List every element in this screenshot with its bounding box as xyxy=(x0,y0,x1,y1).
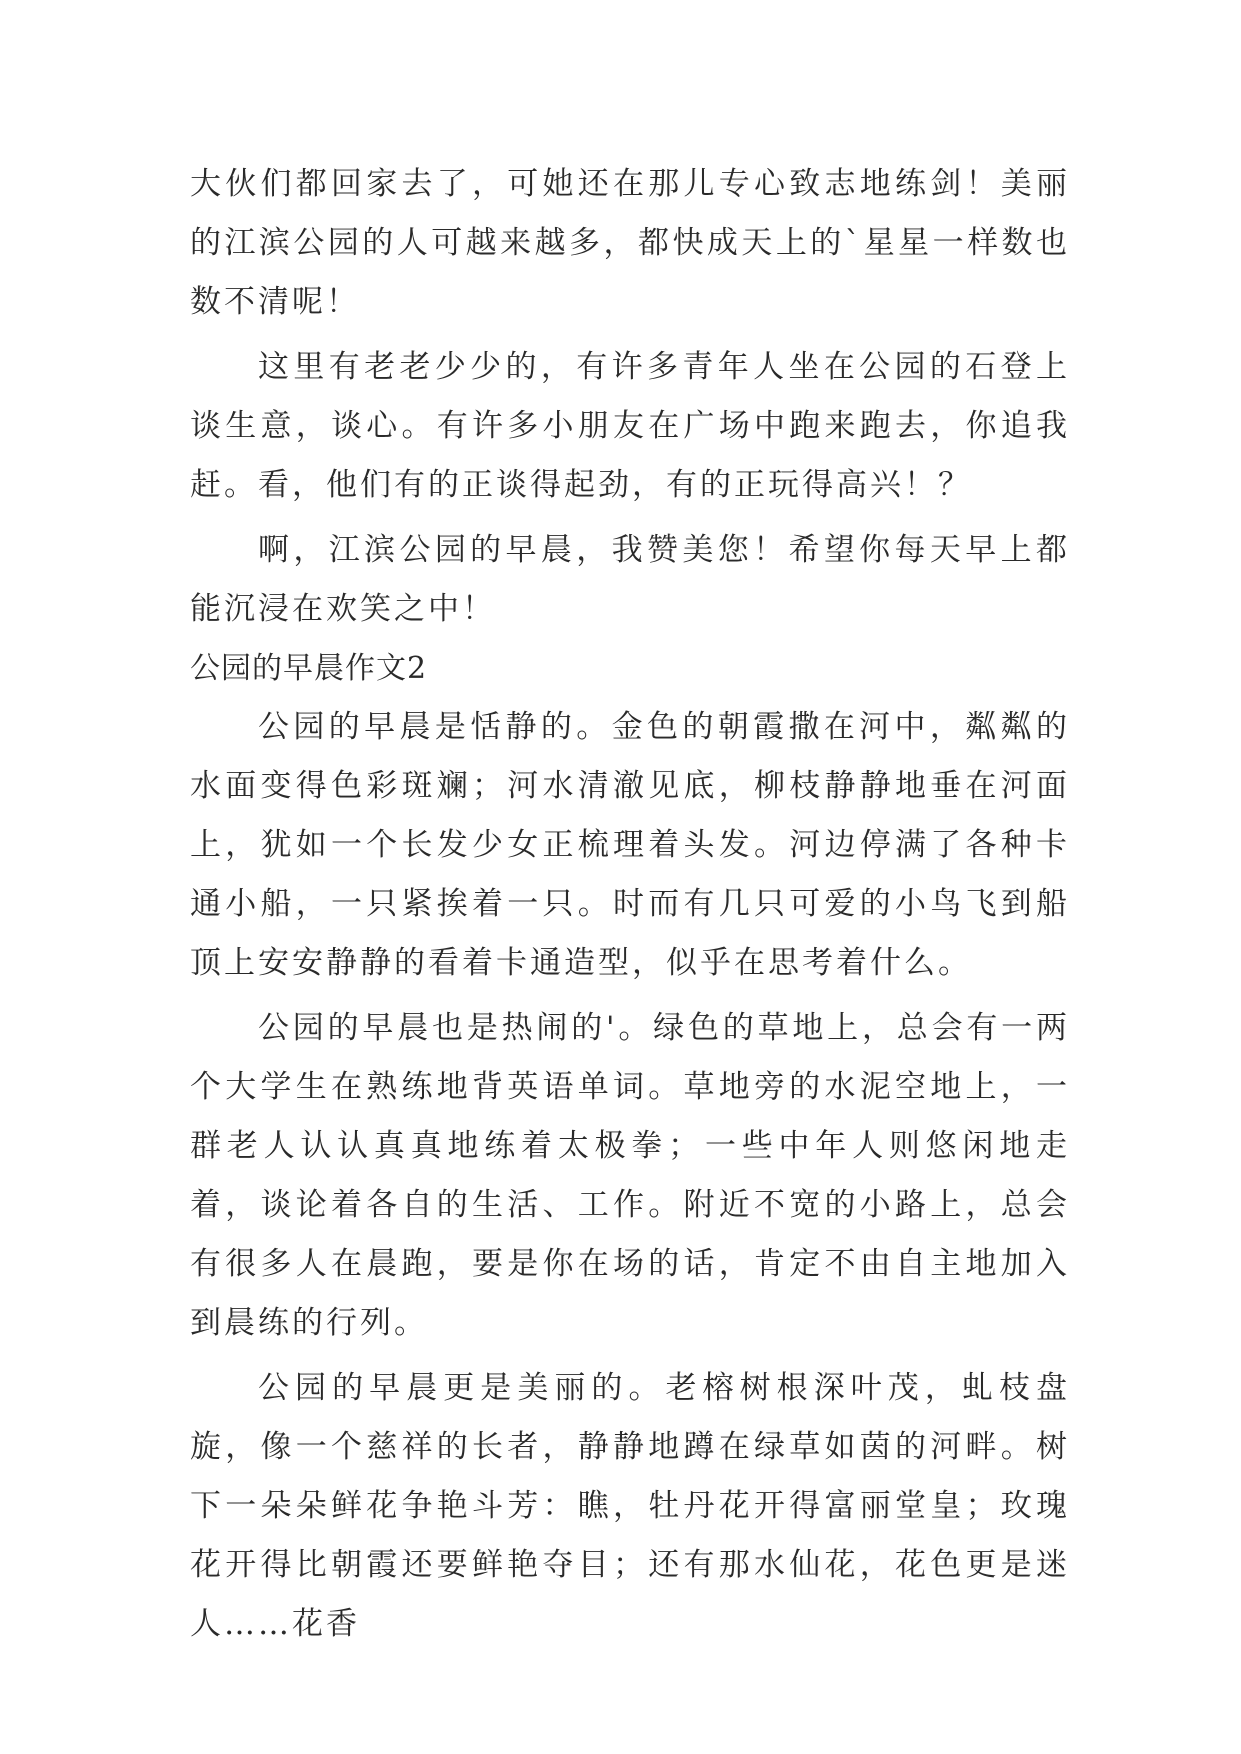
section-title: 公园的早晨作文2 xyxy=(190,651,428,686)
paragraph: 公园的早晨更是美丽的。老榕树根深叶茂，虬枝盘旋，像一个慈祥的长者，静静地蹲在绿草如茵的河畔。树下一朵朵鲜花争艳斗芳：瞧，牡丹花开得富丽堂皇；玫瑰花开得比朝霞还要鲜艳夺目；还有那水仙花，花色更是迷人……花香 xyxy=(190,1370,1070,1642)
paragraph: 公园的早晨是恬静的。金色的朝霞撒在河中，粼粼的水面变得色彩斑斓；河水清澈见底，柳枝静静地垂在河面上，犹如一个长发少女正梳理着头发。河边停满了各种卡通小船，一只紧挨着一只。时而有几只可爱的小鸟飞到船顶上安安静静的看着卡通造型，似乎在思考着什么。 xyxy=(190,709,1070,981)
paragraph: 这里有老老少少的，有许多青年人坐在公园的石登上谈生意，谈心。有许多小朋友在广场中跑来跑去，你追我赶。看，他们有的正谈得起劲，有的正玩得高兴！？ xyxy=(190,349,1070,503)
document-body xyxy=(190,155,1070,1654)
paragraph-continued: 大伙们都回家去了，可她还在那儿专心致志地练剑！美丽的江滨公园的人可越来越多，都快成天上的`星星一样数也数不清呢！ xyxy=(190,166,1070,320)
paragraph: 啊，江滨公园的早晨，我赞美您！希望你每天早上都能沉浸在欢笑之中！ xyxy=(190,532,1070,627)
paragraph: 公园的早晨也是热闹的'。绿色的草地上，总会有一两个大学生在熟练地背英语单词。草地旁的水泥空地上，一群老人认认真真地练着太极拳；一些中年人则悠闲地走着，谈论着各自的生活、工作。附近不宽的小路上，总会有很多人在晨跑，要是你在场的话，肯定不由自主地加入到晨练的行列。 xyxy=(190,1010,1070,1341)
